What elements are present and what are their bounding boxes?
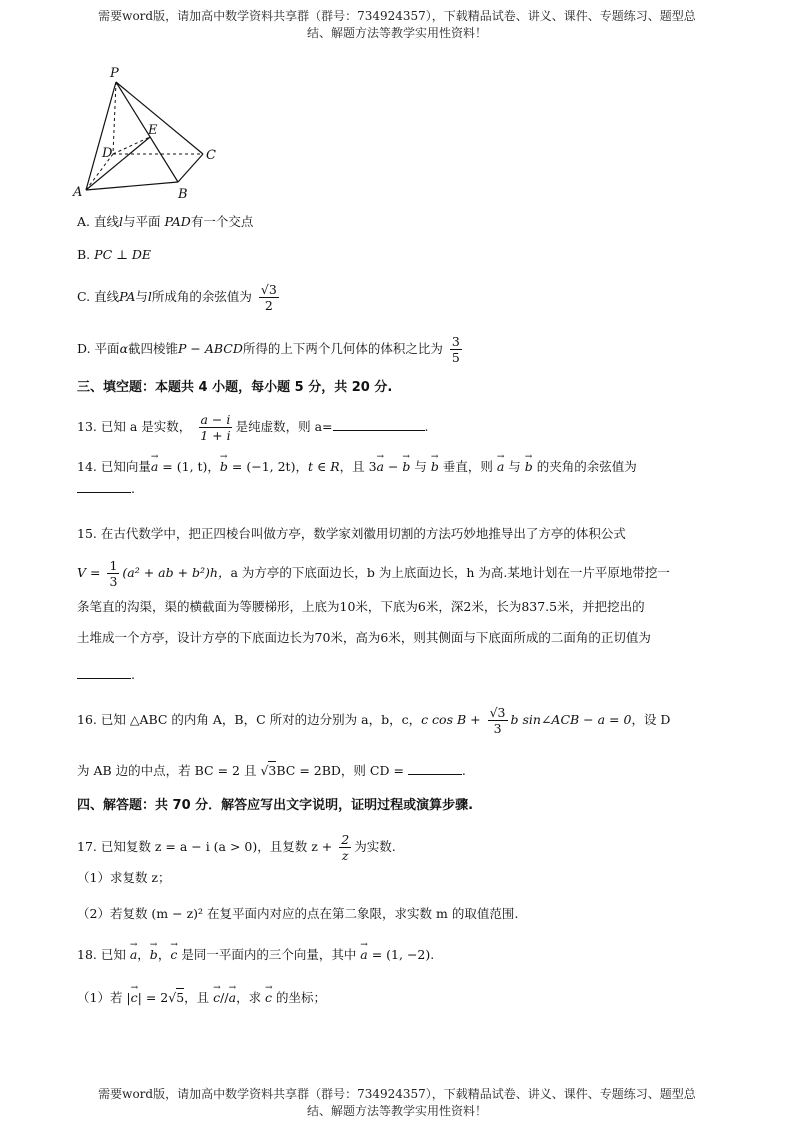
question-15-line-4: 土堆成一个方亭，设计方亭的下底面边长为70米，高为6米，则其侧面与下底面所成的二面角的正切值为 xyxy=(77,630,651,645)
option-d: D. 平面α截四棱锥P − ABCD所得的上下两个几何体的体积之比为 $\frac{3}{5}$ xyxy=(77,334,460,365)
question-15-line-1: 15. 在古代数学中，把正四棱台叫做方亭，数学家刘徽用切割的方法巧妙地推导出了方亭的体积公式 xyxy=(77,526,626,541)
question-17-part-2: （2）若复数 (m − z)² 在复平面内对应的点在第二象限，求实数 m 的取值范围. xyxy=(77,906,519,921)
question-14: 14. 已知向量→ a = (1, t)，→ b = (−1, 2t)，t ∈ R，且 3→ a − → b 与 → b 垂直，则 → a 与 → b 的夹角的余弦值为 xyxy=(77,457,637,477)
vertex-label-d: D xyxy=(102,146,113,161)
answer-blank-16[interactable] xyxy=(408,760,462,775)
footer-line-2: 结、解题方法等教学实用性资料！ xyxy=(306,1104,487,1118)
page-header xyxy=(60,8,734,42)
question-15-line-2: V = $\frac{1}{3}$ (a² + ab + b²)h，a 为方亭的下底面边长，b 为上底面边长，h 为高.某地计划在一片平原地带挖一 xyxy=(77,558,670,589)
answer-blank-13[interactable] xyxy=(333,416,425,431)
answer-blank-15[interactable] xyxy=(77,664,131,679)
vertex-label-b: B xyxy=(178,187,188,202)
vertex-label-e: E xyxy=(148,123,158,138)
question-16-line-2: 为 AB 边的中点，若 BC = 2 且 √3BC = 2BD，则 CD = . xyxy=(77,760,466,781)
question-13: 13. 已知 a 是实数， $\frac{a - i}{1 + i}$ 是纯虚数，则 a= . xyxy=(77,412,429,443)
answer-blank-14[interactable] xyxy=(77,478,131,493)
option-a: A. 直线l与平面 PAD有一个交点 xyxy=(77,214,254,229)
section-3-title: 三、填空题：本题共 4 小题，每小题 5 分，共 20 分. xyxy=(77,380,393,395)
footer-line-1: 需要word版，请加高中数学资料共享群（群号：734924357），下载精品试卷、讲义、课件、专题练习、题型总 xyxy=(98,1087,696,1101)
header-line-1: 需要word版，请加高中数学资料共享群（群号：734924357），下载精品试卷、讲义、课件、专题练习、题型总 xyxy=(98,9,696,23)
vertex-label-c: C xyxy=(206,148,216,163)
question-15-blank-line: . xyxy=(77,664,135,685)
question-18-part-1: （1）若 |→ c| = 2√5，且 → c//→ a，求 → c 的坐标； xyxy=(77,988,326,1008)
question-16-line-1: 16. 已知 △ABC 的内角 A，B，C 所对的边分别为 a，b，c，c cos B + $\frac{√3}{3}$ b sin∠ACB − a = 0，设 D xyxy=(77,705,671,736)
option-c: C. 直线PA与l所成角的余弦值为 $\frac{√3}{2}$ xyxy=(77,282,277,313)
question-17: 17. 已知复数 z = a − i (a > 0)，且复数 z + $\frac{2}{z}$ 为实数. xyxy=(77,832,396,863)
vertex-label-a: A xyxy=(73,185,83,200)
question-15-line-3: 条笔直的沟渠，渠的横截面为等腰梯形，上底为10米，下底为6米，深2米，长为837.5米，并把挖出的 xyxy=(77,599,645,614)
pyramid-figure xyxy=(68,62,238,202)
vertex-label-p: P xyxy=(110,66,119,81)
question-14-blank-line: . xyxy=(77,478,135,499)
page-footer xyxy=(60,1086,734,1120)
question-17-part-1: （1）求复数 z； xyxy=(77,870,171,885)
option-b: B. PC ⊥ DE xyxy=(77,247,151,262)
section-4-title: 四、解答题：共 70 分．解答应写出文字说明，证明过程或演算步骤. xyxy=(77,798,474,813)
header-line-2: 结、解题方法等教学实用性资料！ xyxy=(306,26,487,40)
question-18: 18. 已知 → a，→ b，→ c 是同一平面内的三个向量，其中 → a = (1, −2). xyxy=(77,945,434,965)
